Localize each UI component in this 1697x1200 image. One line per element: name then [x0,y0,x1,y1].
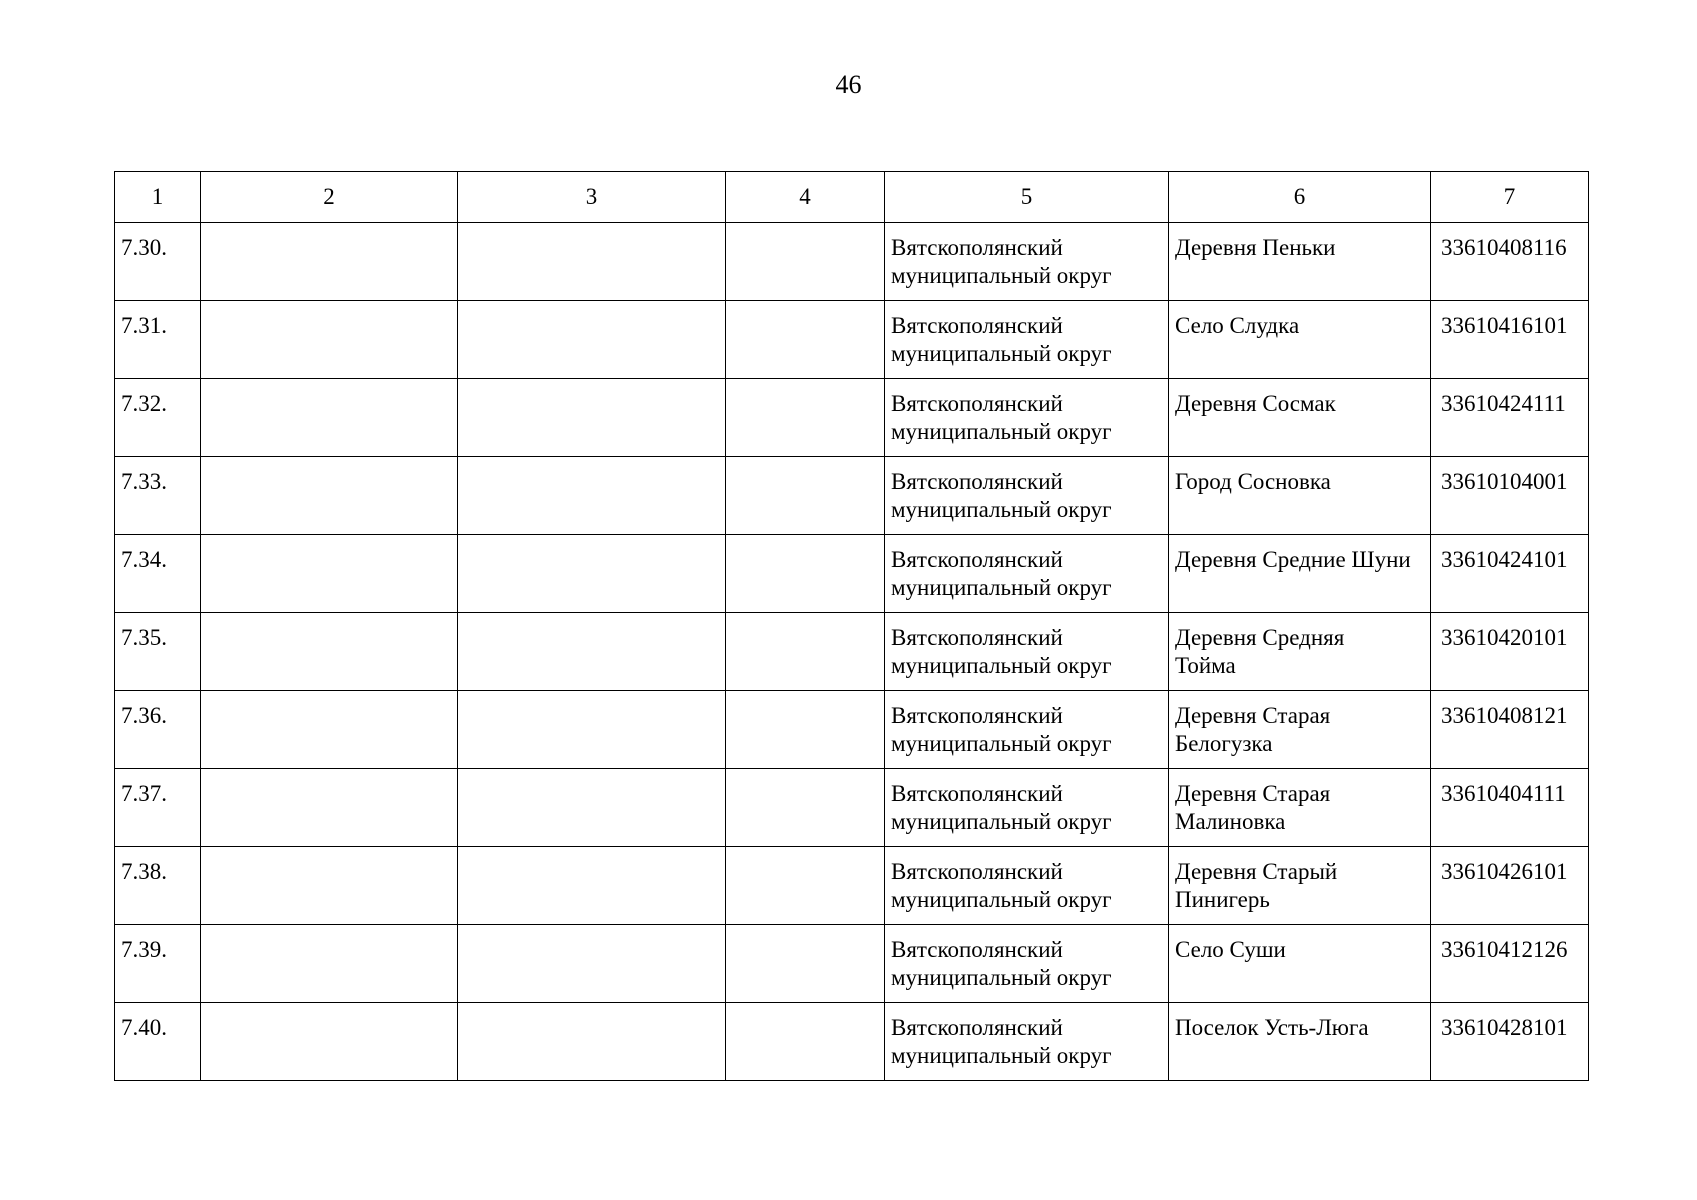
district-cell [885,301,1169,379]
settlement-cell [1169,769,1431,847]
settlement-cell-line: Село Суши [1175,937,1286,962]
settlement-cell-line: Белогузка [1175,731,1273,756]
row-number-cell: 7.40. [115,1003,201,1081]
table-body [115,223,1589,1081]
settlement-cell [1169,301,1431,379]
district-cell [885,379,1169,457]
district-cell-line: муниципальный округ [891,341,1112,366]
column-4-cell [726,1003,885,1081]
district-cell-line: Вятскополянский [891,313,1063,338]
code-cell: 33610424111 [1431,379,1589,457]
column-4-cell [726,925,885,1003]
code-cell: 33610416101 [1431,301,1589,379]
settlement-cell-line: Малиновка [1175,809,1286,834]
district-cell-line: Вятскополянский [891,1015,1063,1040]
column-2-cell [201,379,458,457]
column-4-cell [726,847,885,925]
column-3-cell [458,847,726,925]
page-number: 46 [835,70,862,99]
column-4-cell [726,457,885,535]
settlement-cell-line: Деревня Средние Шуни [1175,547,1411,572]
district-cell-line: муниципальный округ [891,575,1112,600]
district-cell-line: муниципальный округ [891,497,1112,522]
code-cell: 33610426101 [1431,847,1589,925]
district-cell-line: муниципальный округ [891,731,1112,756]
code-cell: 33610424101 [1431,535,1589,613]
table-row [115,379,1589,457]
column-header-7: 7 [1431,172,1589,223]
settlement-cell [1169,613,1431,691]
settlements-table [114,171,1589,1081]
table-row [115,769,1589,847]
code-cell: 33610428101 [1431,1003,1589,1081]
district-cell-line: муниципальный округ [891,419,1112,444]
code-cell: 33610408121 [1431,691,1589,769]
settlement-cell [1169,925,1431,1003]
column-2-cell [201,223,458,301]
column-2-cell [201,925,458,1003]
code-cell: 33610404111 [1431,769,1589,847]
column-2-cell [201,301,458,379]
column-2-cell [201,1003,458,1081]
district-cell [885,223,1169,301]
code-cell: 33610104001 [1431,457,1589,535]
row-number-cell: 7.33. [115,457,201,535]
row-number-cell: 7.32. [115,379,201,457]
column-2-cell [201,691,458,769]
district-cell [885,847,1169,925]
district-cell [885,1003,1169,1081]
table-row [115,847,1589,925]
table-row [115,613,1589,691]
settlement-cell [1169,457,1431,535]
district-cell [885,457,1169,535]
row-number-cell: 7.38. [115,847,201,925]
row-number-cell: 7.34. [115,535,201,613]
district-cell [885,535,1169,613]
column-2-cell [201,847,458,925]
column-3-cell [458,769,726,847]
district-cell-line: муниципальный округ [891,653,1112,678]
table-row [115,1003,1589,1081]
settlement-cell-line: Деревня Сосмак [1175,391,1336,416]
row-number-cell: 7.35. [115,613,201,691]
column-header-3: 3 [458,172,726,223]
district-cell-line: Вятскополянский [891,547,1063,572]
header-row [115,172,1589,223]
table-row [115,301,1589,379]
column-2-cell [201,535,458,613]
column-3-cell [458,223,726,301]
district-cell-line: Вятскополянский [891,937,1063,962]
row-number-cell: 7.36. [115,691,201,769]
code-cell: 33610408116 [1431,223,1589,301]
column-4-cell [726,535,885,613]
district-cell-line: Вятскополянский [891,859,1063,884]
column-2-cell [201,457,458,535]
settlement-cell-line: Деревня Старая [1175,703,1331,728]
district-cell-line: муниципальный округ [891,1043,1112,1068]
settlement-cell-line: Деревня Пеньки [1175,235,1336,260]
column-4-cell [726,691,885,769]
column-4-cell [726,769,885,847]
code-cell: 33610412126 [1431,925,1589,1003]
table-row [115,223,1589,301]
settlement-cell-line: Город Сосновка [1175,469,1331,494]
district-cell-line: Вятскополянский [891,391,1063,416]
table-row [115,691,1589,769]
row-number-cell: 7.37. [115,769,201,847]
table-row [115,535,1589,613]
column-3-cell [458,613,726,691]
district-cell [885,613,1169,691]
district-cell-line: Вятскополянский [891,625,1063,650]
column-header-4: 4 [726,172,885,223]
column-header-5: 5 [885,172,1169,223]
district-cell-line: муниципальный округ [891,263,1112,288]
column-3-cell [458,457,726,535]
column-header-1: 1 [115,172,201,223]
column-3-cell [458,1003,726,1081]
district-cell-line: Вятскополянский [891,235,1063,260]
settlement-cell-line: Тойма [1175,653,1236,678]
district-cell [885,691,1169,769]
column-3-cell [458,301,726,379]
column-4-cell [726,223,885,301]
settlement-cell [1169,1003,1431,1081]
column-3-cell [458,379,726,457]
district-cell-line: муниципальный округ [891,887,1112,912]
district-cell-line: Вятскополянский [891,469,1063,494]
column-3-cell [458,535,726,613]
code-cell: 33610420101 [1431,613,1589,691]
settlement-cell-line: Деревня Средняя [1175,625,1345,650]
settlement-cell-line: Деревня Старый [1175,859,1338,884]
district-cell [885,769,1169,847]
row-number-cell: 7.39. [115,925,201,1003]
column-2-cell [201,613,458,691]
settlement-cell-line: Пинигерь [1175,887,1270,912]
table-header [115,172,1589,223]
column-header-2: 2 [201,172,458,223]
column-3-cell [458,925,726,1003]
district-cell-line: Вятскополянский [891,703,1063,728]
settlement-cell [1169,379,1431,457]
district-cell [885,925,1169,1003]
settlement-cell-line: Деревня Старая [1175,781,1331,806]
column-header-6: 6 [1169,172,1431,223]
row-number-cell: 7.30. [115,223,201,301]
district-cell-line: Вятскополянский [891,781,1063,806]
column-3-cell [458,691,726,769]
settlement-cell [1169,223,1431,301]
district-cell-line: муниципальный округ [891,965,1112,990]
column-2-cell [201,769,458,847]
settlement-cell [1169,691,1431,769]
table-row [115,925,1589,1003]
column-4-cell [726,301,885,379]
column-4-cell [726,379,885,457]
settlement-cell [1169,847,1431,925]
table-row [115,457,1589,535]
column-4-cell [726,613,885,691]
district-cell-line: муниципальный округ [891,809,1112,834]
settlement-cell-line: Село Слудка [1175,313,1300,338]
row-number-cell: 7.31. [115,301,201,379]
settlement-cell [1169,535,1431,613]
settlement-cell-line: Поселок Усть-Люга [1175,1015,1369,1040]
